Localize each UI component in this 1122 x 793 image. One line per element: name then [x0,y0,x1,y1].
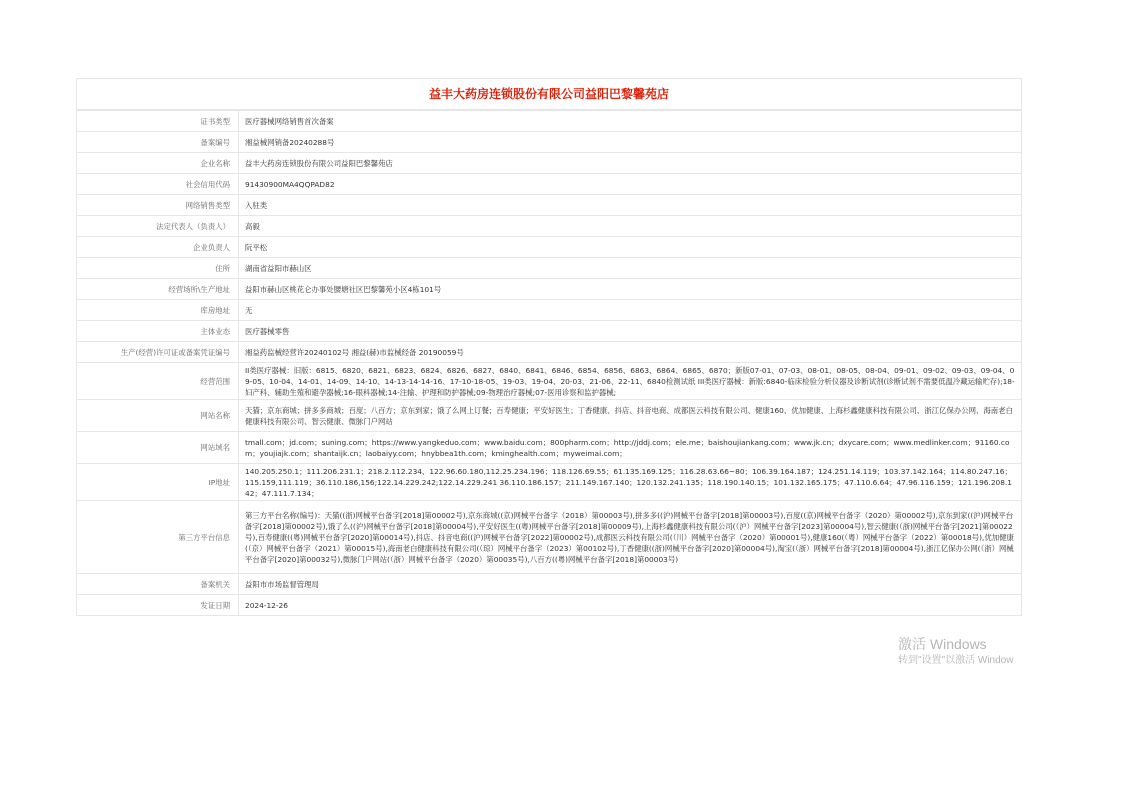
field-label-record-number: 备案编号 [77,132,239,153]
field-value-business-address: 益阳市赫山区桃花仑办事处腰塘社区巴黎馨苑小区4栋101号 [239,279,1022,300]
field-value-sales-type: 入驻类 [239,195,1022,216]
field-value-license-number: 湘益药监械经营许20240102号 湘益(赫)市监械经备 20190059号 [239,342,1022,363]
table-row [77,258,1022,279]
field-value-business-scope: II类医疗器械：旧版：6815、6820、6821、6823、6824、6826、6827、6840、6841、6846、6854、6856、6863、6864、6865、6870；新版07-01、07-03、08-01、08-05、08-04、09-01、09-02、09-03、09-04、09-05、10-04、14-01、14-09、14-10、14-13-14-14-16、17-10-18-05、19-03、19-04、20-03、21-06、22-11、6840检测试纸 III类医疗器械：新版:6840-临床检验分析仪器及诊断试剂(诊断试剂不需要低温冷藏运输贮存);18-妇产科、辅助生殖和避孕器械;16-眼科器械;14-注输、护理和防护器械;09-物理治疗器械;07-医用诊察和监护器械; [239,363,1022,400]
table-row [77,400,1022,432]
field-value-business-format: 医疗器械零售 [239,321,1022,342]
field-value-warehouse-address: 无 [239,300,1022,321]
table-row [77,321,1022,342]
watermark-subtitle: 转到"设置"以激活 Window [898,655,1014,666]
field-label-third-party-platform: 第三方平台信息 [77,501,239,574]
table-row [77,153,1022,174]
record-table [76,110,1022,616]
field-label-issue-date: 发证日期 [77,595,239,616]
field-value-certificate-type: 医疗器械网络销售首次备案 [239,111,1022,132]
field-value-credit-code: 91430900MA4QQPAD82 [239,174,1022,195]
field-value-third-party-platform: 第三方平台名称(编号)：天猫((浙)网械平台备字[2018]第00002号),京东商城((京)网械平台备字（2018）第00003号),拼多多((沪)网械平台备字[2018]第00003号),百度((京)网械平台备字（2020）第00002号),京东到家((沪)网械平台备字[2018]第00002号),饿了么((沪)网械平台备字[2018]第00004号),平安好医生((粤)网械平台备字[2018]第00009号),上海杉鑫健康科技有限公司(（沪）网械平台备字[2023]第00004号),智云健康(（浙)网械平台备字[2021]第00022号),百寿健康((粤)网械平台备字[2020]第00014号),抖店、抖音电商((沪)网械平台备字[2022]第00002号),成都医云科技有限公司(（川）网械平台备字（2020）第00001号),健康160(（粤）网械平台备字（2022）第00018号),优加健康(（京）网械平台备字（2021）第00015号),海南老白健康科技有限公司(（琼）网械平台备字（2023）第00102号),丁香健康((浙)网械平台备字[2020]第00004号),淘宝(（浙）网械平台备字[2018]第00004号),浙江亿保办公网(（浙）网械平台备字[2020]第00032号),微脉门户网站(（浙）网械平台备字（2020）第00035号),八百方((粤)网械平台备字[2018]第00003号) [239,501,1022,574]
field-value-website-domain: tmall.com；jd.com；suning.com；https://www.yangkeduo.com；www.baidu.com；800pharm.com；http://jddj.com；ele.me；baishoujiankang.com；www.jk.cn；dxycare.com；www.medlinker.com；91160.com；youjiajk.com；shantaijk.cn；laobaiyy.com；hnybbea1th.com；kminghealth.com；myweimai.com； [239,432,1022,464]
field-label-company-name: 企业名称 [77,153,239,174]
table-row [77,174,1022,195]
field-label-legal-representative: 法定代表人（负责人） [77,216,239,237]
field-value-legal-representative: 高毅 [239,216,1022,237]
table-row [77,216,1022,237]
table-row [77,432,1022,464]
field-label-license-number: 生产(经营)许可证或备案凭证编号 [77,342,239,363]
field-value-company-name: 益丰大药房连锁股份有限公司益阳巴黎馨苑店 [239,153,1022,174]
table-row [77,574,1022,595]
field-label-credit-code: 社会信用代码 [77,174,239,195]
field-value-issue-date: 2024-12-26 [239,595,1022,616]
table-row [77,132,1022,153]
windows-activation-watermark [898,636,1013,668]
field-value-website-name: 天猫；京东商城；拼多多商城；百度；八百方；京东到家；饿了么网上订餐；百寿健康；平安好医生；丁香健康、抖店、抖音电商、成都医云科技有限公司、健康160、优加健康、上海杉鑫健康科技有限公司、浙江亿保办公网、海南老白健康科技有限公司、智云健康、微脉门户网站 [239,400,1022,432]
field-label-business-scope: 经营范围 [77,363,239,400]
table-row [77,501,1022,574]
record-document [76,78,1022,616]
document-title: 益丰大药房连锁股份有限公司益阳巴黎馨苑店 [76,79,1022,110]
field-label-filing-authority: 备案机关 [77,574,239,595]
field-label-business-format: 主体业态 [77,321,239,342]
table-row [77,237,1022,258]
field-label-ip-address: IP地址 [77,464,239,501]
watermark-title: 激活 Windows [898,636,987,652]
field-label-certificate-type: 证书类型 [77,111,239,132]
table-row [77,111,1022,132]
field-label-company-head: 企业负责人 [77,237,239,258]
field-value-ip-address: 140.205.250.1；111.206.231.1；218.2.112.234、122.96.60.180,112.25.234.196；118.126.69.55；61.135.169.125；116.28.63.66~80；106.39.164.187；124.251.14.119；103.37.142.164；114.80.247.16；115.159,111.119；36.110.186,156;122.14.229.242;122.14.229.241 36.110.186.157；211.149.167.140；120.132.241.135；118.190.140.15；101.132.165.175；47.110.6.64；47.96.116.159；121.196.208.142；47.111.7.134； [239,464,1022,501]
table-row [77,363,1022,400]
field-label-sales-type: 网络销售类型 [77,195,239,216]
field-value-residence: 湖南省益阳市赫山区 [239,258,1022,279]
table-row [77,464,1022,501]
field-value-company-head: 阮平松 [239,237,1022,258]
field-label-warehouse-address: 库房地址 [77,300,239,321]
table-row [77,342,1022,363]
field-label-residence: 住所 [77,258,239,279]
table-row [77,300,1022,321]
field-label-website-name: 网站名称 [77,400,239,432]
field-value-filing-authority: 益阳市市场监督管理局 [239,574,1022,595]
table-row [77,279,1022,300]
table-row [77,595,1022,616]
field-label-website-domain: 网站域名 [77,432,239,464]
field-label-business-address: 经营场所\生产地址 [77,279,239,300]
table-row [77,195,1022,216]
field-value-record-number: 湘益械网销备20240288号 [239,132,1022,153]
